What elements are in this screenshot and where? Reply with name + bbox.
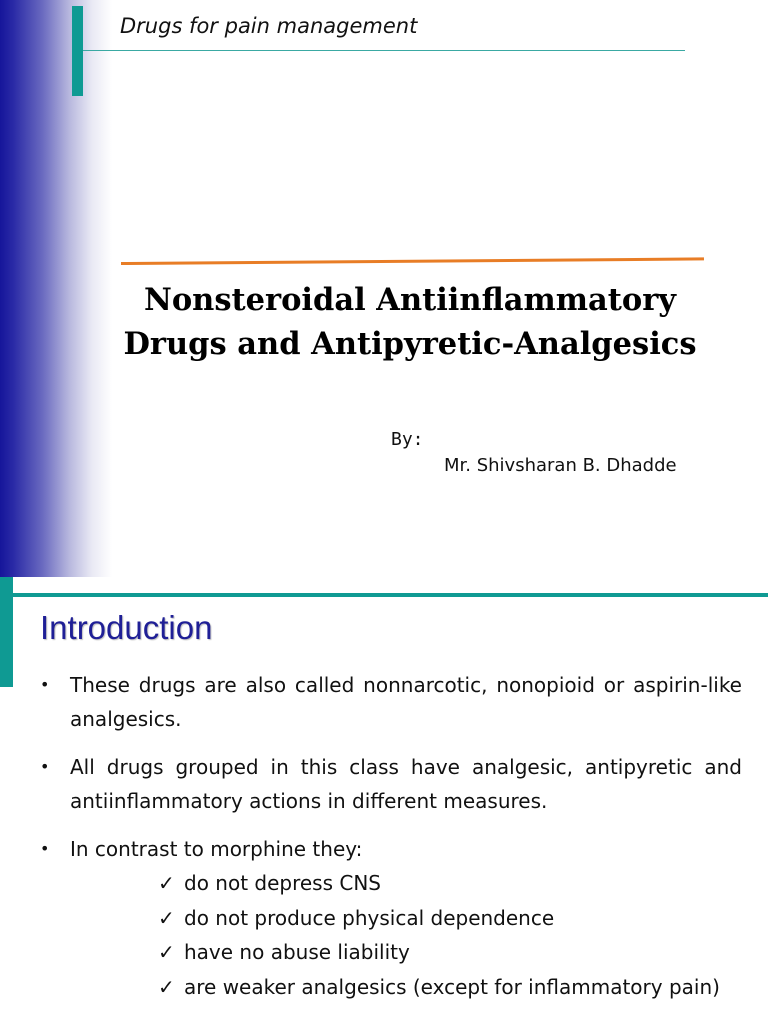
check-item <box>158 901 742 936</box>
check-item-text: are weaker analgesics (except for inflammatory pain) <box>184 974 720 999</box>
bullet-icon: • <box>40 757 50 776</box>
bullet-item <box>40 668 742 736</box>
bullet-text: These drugs are also called nonnarcotic, nonopioid or aspirin-like analgesics. <box>70 673 742 731</box>
title-divider <box>121 257 704 265</box>
check-item <box>158 935 742 970</box>
sidebar-gradient-decoration <box>0 0 112 577</box>
teal-side-bar <box>0 577 13 687</box>
author-name: Mr. Shivsharan B. Dhadde <box>444 455 677 476</box>
teal-accent-bar <box>72 6 83 96</box>
bullet-item <box>40 750 742 818</box>
bullet-icon: • <box>40 839 50 858</box>
checkmark-icon: ✓ <box>158 871 175 895</box>
check-item-text: do not produce physical dependence <box>184 905 555 930</box>
slide-header-text: Drugs for pain management <box>120 14 418 38</box>
checkmark-icon: ✓ <box>158 974 175 999</box>
slide-title-line-1: Nonsteroidal Antiinflammatory <box>143 282 677 318</box>
check-item-text: do not depress CNS <box>184 871 382 895</box>
bullet-icon: • <box>40 675 50 694</box>
check-item-text: have no abuse liability <box>184 940 410 964</box>
check-item <box>158 970 742 1005</box>
checkmark-icon: ✓ <box>158 940 175 964</box>
check-item <box>158 866 742 901</box>
checkmark-icon: ✓ <box>158 905 175 930</box>
bullet-list <box>40 668 742 1018</box>
bullet-item <box>40 832 742 1004</box>
by-label: By: <box>391 429 424 450</box>
header-divider <box>83 50 685 51</box>
teal-top-divider <box>13 593 768 597</box>
bullet-text: In contrast to morphine they: <box>70 837 363 861</box>
bullet-text: All drugs grouped in this class have analgesic, antipyretic and antiinflammatory actions in different measures. <box>70 755 742 813</box>
introduction-slide <box>0 577 768 1024</box>
slide-title-line-2: Drugs and Antipyretic-Analgesics <box>123 326 697 362</box>
slide-title <box>110 278 710 366</box>
check-list <box>70 866 742 1004</box>
section-title: Introduction <box>40 609 213 646</box>
